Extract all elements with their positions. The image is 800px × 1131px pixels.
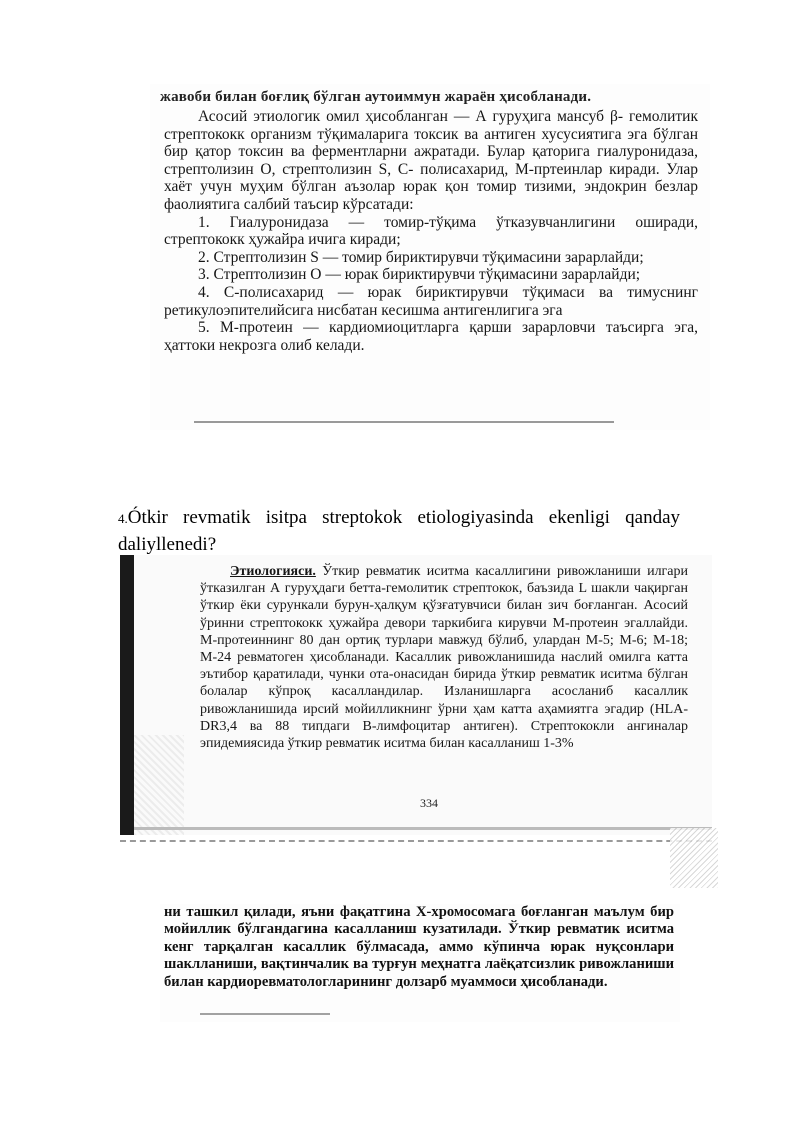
page-number: 334	[420, 796, 438, 810]
scan-image-middle	[120, 555, 712, 835]
list-item: 2. Стрептолизин S — томир бириктирувчи тўқимасини зарарлайди;	[198, 248, 644, 266]
continuation-paragraph: ни ташкил қилади, яъни фақатгина Х-хромосомага боғланган маълум бир мойиллик бўлгандагина касалланиш кузатилади. Ўткир ревматик иситма кенг тарқалган касаллик бўлмасада, аммо кўпинча юрак нуқсонлари шаклланиши, вақтинчалик ва турғун меҳнатга лаёқатсизлик ривожланиши билан кардиоревматологларининг долзарб муаммоси ҳисобланади.	[164, 904, 674, 990]
scan-image-top	[150, 84, 710, 430]
paragraph-text: Ўткир ревматик иситма касаллигини ривожланиши илгари ўтказилган А гуруҳдаги бетта-гемолитик стрептокок, баъзида L шакли чақирган ўткир ёки сурункали бурун-ҳалқум қўзғатувчиси билан зич боғланган. Асосий ўринни стрептококк ҳужайра девори таркибига кирувчи М-протеин эгаллайди. М-протеиннинг 80 дан ортиқ турлари мавжуд бўлиб, улардан М-5; М-6; М-18; М-24 ревматоген ҳисобланади. Касаллик ривожланишида наслий омилга катта эътибор қаратилади, чунки ота-онасидан бирида ўткир ревматик иситма бўлган болалар кўпроқ касалландилар. Изланишларга асосланиб касаллик ривожланишида ирсий мойилликнинг ўрни ҳам катта аҳамиятга эгадир (HLA-DR3,4 ва 88 типдаги В-лимфоцитар антиген). Стрептококли ангиналар эпидемиясида ўткир ревматик иситма билан касалланиш 1-3%	[200, 564, 688, 752]
section-heading: Этиологияси.	[230, 564, 316, 579]
cut-off-edge	[200, 1013, 330, 1020]
scan-border	[120, 555, 134, 835]
scan-noise	[134, 735, 184, 835]
page-break-divider	[120, 840, 712, 842]
list-item: 3. Стрептолизин О — юрак бириктирувчи тўқимасини зарарлайди;	[198, 266, 641, 284]
question-text	[118, 505, 680, 558]
scan-image-bottom	[160, 904, 680, 1022]
scan-text-block	[164, 904, 674, 991]
list-item: 4. С-полисахарид — юрак бириктирувчи тўқимаси ва тимуснинг ретикулоэпителийсига нисбатан кесишма антигенлигига эга	[164, 283, 698, 319]
etiology-paragraph	[200, 563, 688, 752]
list-item: 5. М-протеин — кардиомиоцитларга қарши зарарловчи таъсирга эга, ҳаттоки некрозга олиб келади.	[164, 319, 698, 354]
question-body: Ótkir revmatik isitpa streptokok etiologiyasinda ekenligi qanday daliyllenedi?	[118, 507, 680, 555]
list-item: 1. Гиалуронидаза — томир-тўқима ўтказувчанлигини оширади, стрептококк ҳужайра ичига киради;	[164, 213, 698, 249]
cut-off-edge	[194, 421, 614, 430]
scan-edge	[134, 827, 712, 830]
scan-text-block	[200, 563, 688, 752]
intro-paragraph: Асосий этиологик омил ҳисобланган — А гуруҳига мансуб β- гемолитик стрептококк организм тўқималарига токсик ва антиген хусусиятига эга бўлган бир қатор токсин ва ферментларни ажратади. Булар қаторига гиалуронидаза, стрептолизин О, стрептолизин S, С- полисахарид, М-пртеинлар киради. Улар хаёт учун муҳим бўлган аъзолар юрак қон томир тизими, эндокрин безлар фаолиятига салбий таъсир кўрсатади:	[164, 108, 698, 213]
scan-text-block	[164, 108, 698, 354]
question-number: 4.	[118, 511, 128, 526]
scan-noise	[670, 828, 718, 888]
cut-off-line: жавоби билан боғлиқ бўлган аутоиммун жараён ҳисобланади.	[160, 89, 592, 105]
